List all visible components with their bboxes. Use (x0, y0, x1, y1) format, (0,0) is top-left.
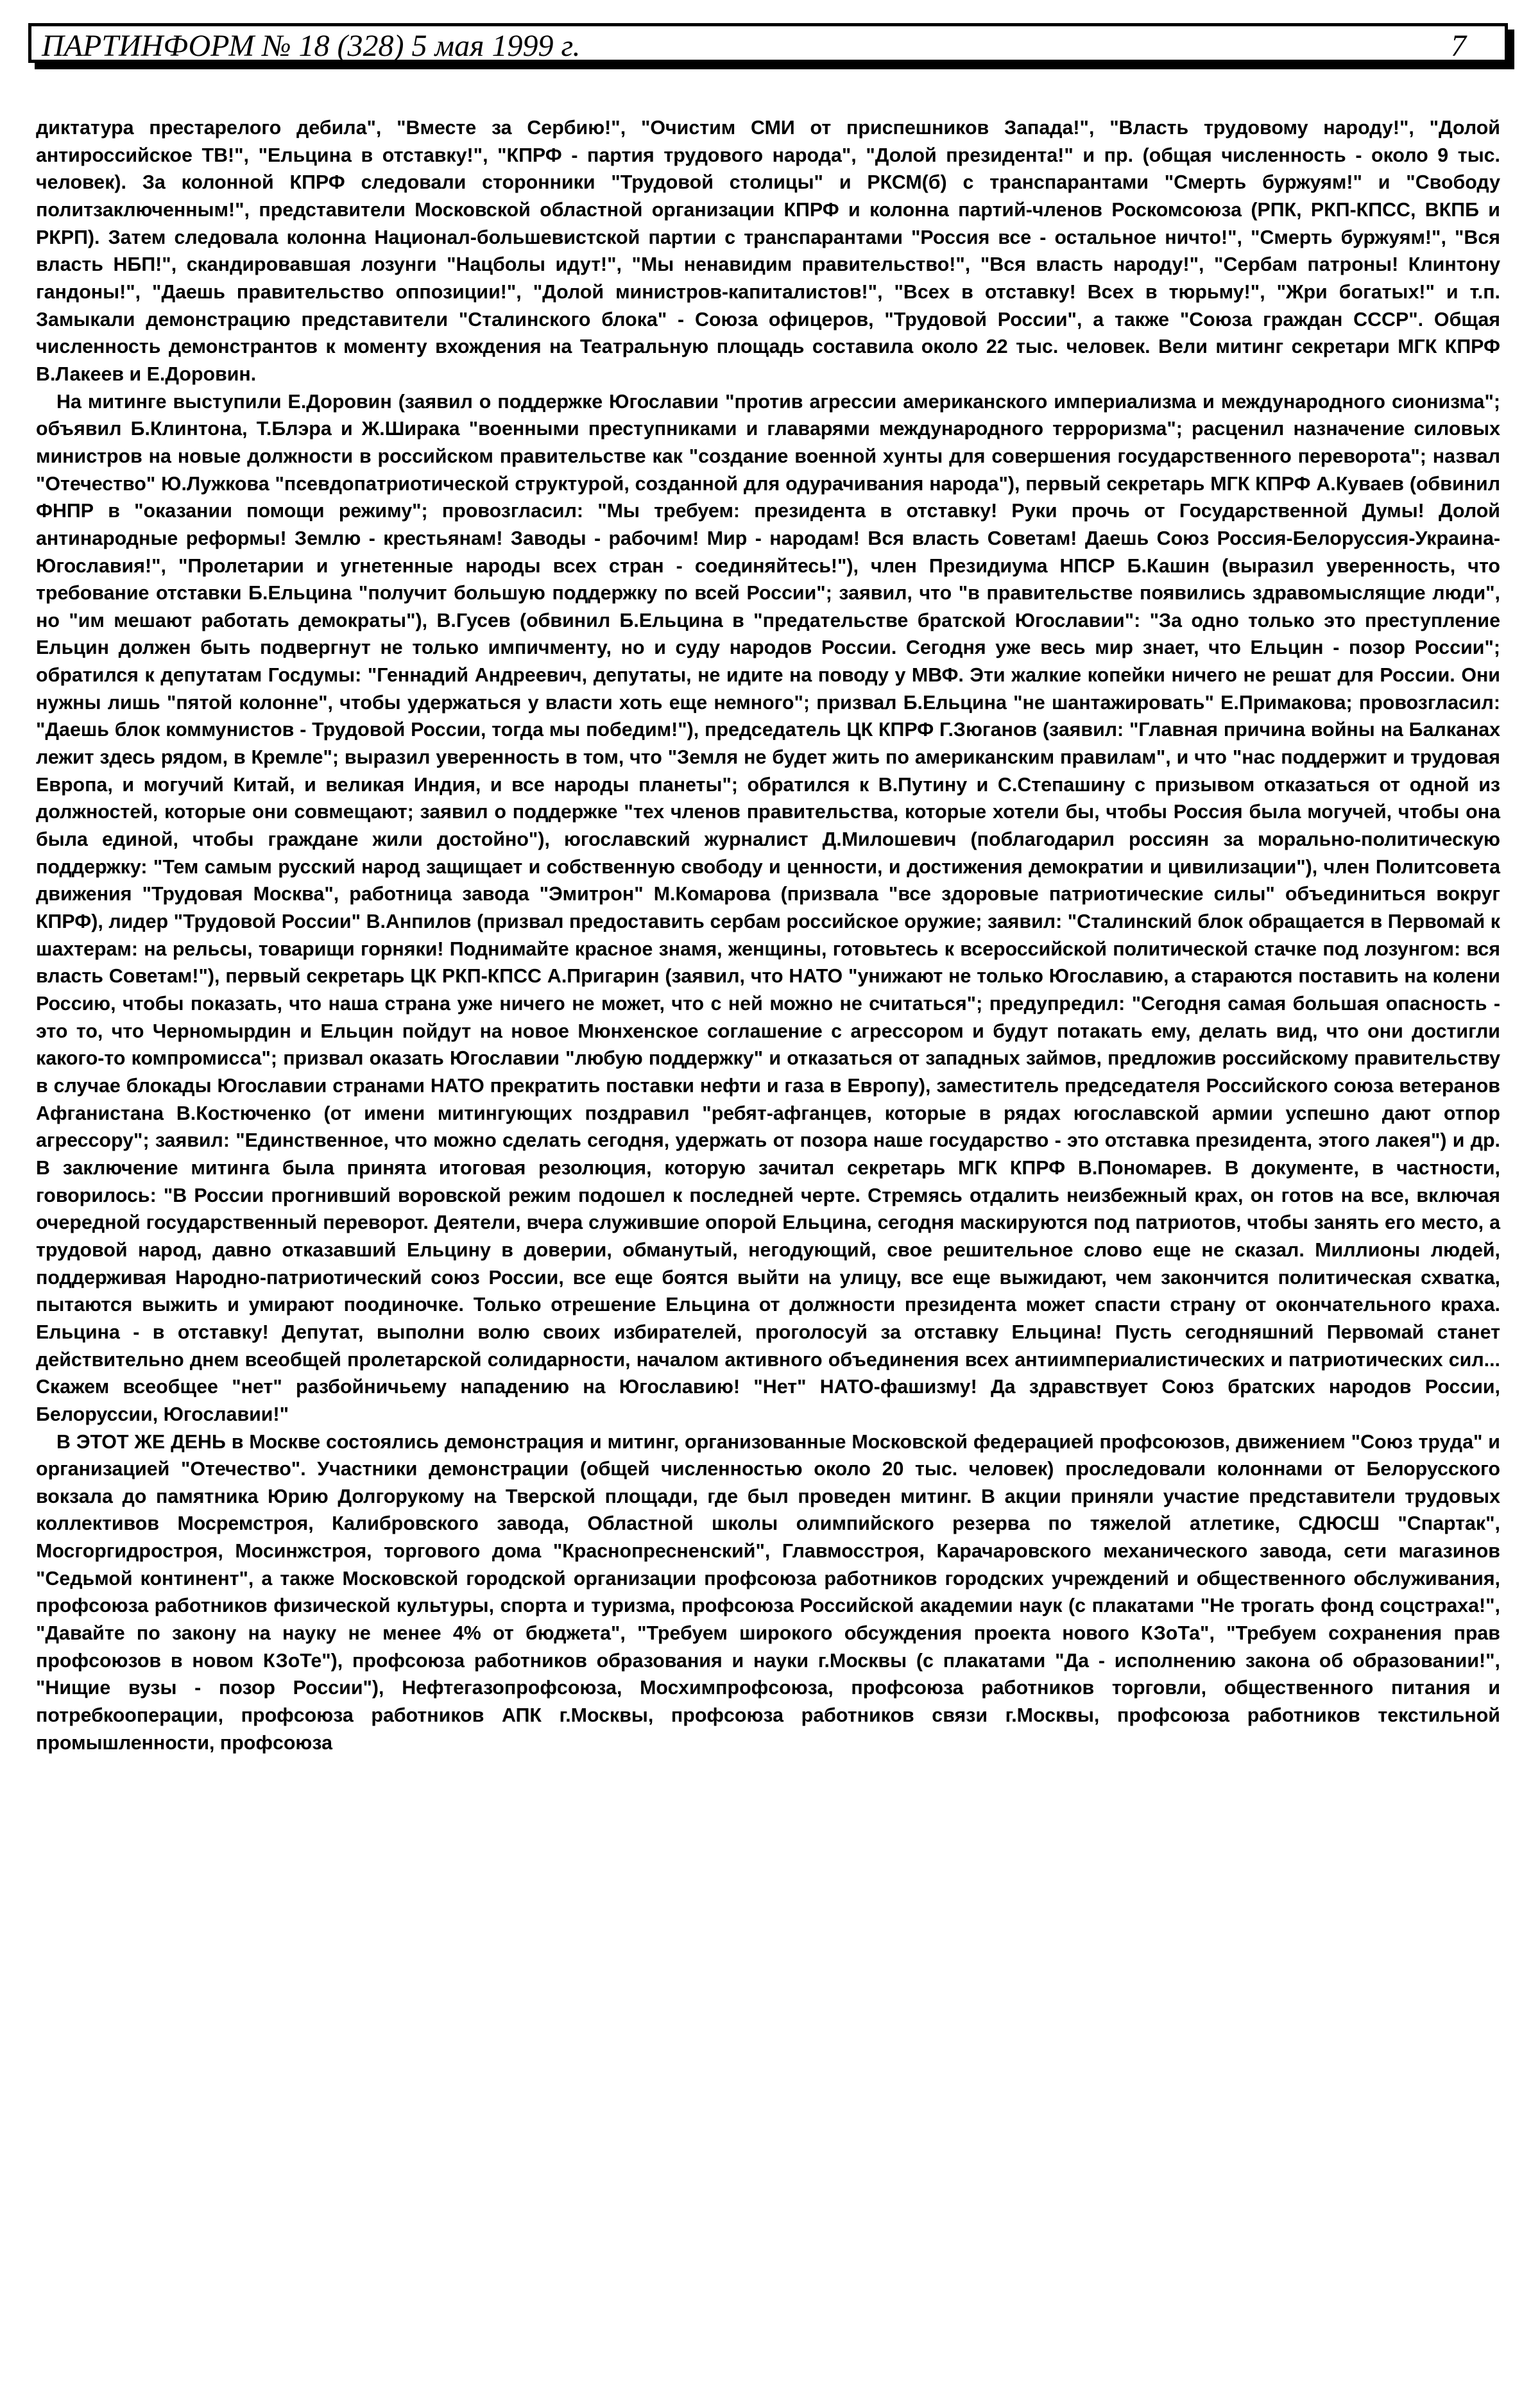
page-number: 7 (1451, 29, 1466, 63)
header-title: ПАРТИНФОРМ № 18 (328) 5 мая 1999 г. (42, 29, 581, 63)
page-header (28, 23, 1508, 63)
paragraph-1: диктатура престарелого дебила", "Вместе за Сербию!", "Очистим СМИ от приспешников Запада!", "Власть трудовому народу!", "Долой антироссийское ТВ!", "Ельцина в отставку!", "КПРФ - партия трудового народа", "Долой президента!" и пр. (общая численность - около 9 тыс. человек). За колонной КПРФ следовали сторонники "Трудовой столицы" и РКСМ(б) с транспарантами "Смерть буржуям!" и "Свободу политзаключенным!", представители Московской областной организации КПРФ и колонна партий-членов Роскомсоюза (РПК, РКП-КПСС, ВКПБ и РКРП). Затем следовала колонна Национал-большевистской партии с транспарантами "Россия все - остальное ничто!", "Смерть буржуям!", "Вся власть НБП!", скандировавшая лозунги "Нацболы идут!", "Мы ненавидим правительство!", "Вся власть народу!", "Сербам патроны! Клинтону гандоны!", "Даешь правительство оппозиции!", "Долой министров-капиталистов!", "Всех в отставку! Всех в тюрьму!", "Жри богатых!" и т.п. Замыкали демонстрацию представители "Сталинского блока" - Союза офицеров, "Трудовой России", а также "Союза граждан СССР". Общая численность демонстрантов к моменту вхождения на Театральную площадь составила около 22 тыс. человек. Вели митинг секретари МГК КПРФ В.Лакеев и Е.Доровин. (36, 117, 1500, 385)
paragraph-3: В ЭТОТ ЖЕ ДЕНЬ в Москве состоялись демонстрация и митинг, организованные Московской федерацией профсоюзов, движением "Союз труда" и организацией "Отечество". Участники демонстрации (общей численностью около 20 тыс. человек) проследовали колоннами от Белорусского вокзала до памятника Юрию Долгорукому на Тверской площади, где был проведен митинг. В акции приняли участие представители трудовых коллективов Мосремстроя, Калибровского завода, Областной школы олимпийского резерва по тяжелой атлетике, СДЮСШ "Спартак", Мосгоргидростроя, Мосинжстроя, торгового дома "Краснопресненский", Главмосстроя, Карачаровского механического завода, сети магазинов "Седьмой континент", а также Московской городской организации профсоюза работников городских учреждений и общественного обслуживания, профсоюза работников физической культуры, спорта и туризма, профсоюза Российской академии наук (с плакатами "Не трогать фонд соцстраха!", "Давайте по закону на науку не менее 4% от бюджета", "Требуем широкого обсуждения проекта нового КЗоТа", "Требуем сохранения прав профсоюзов в новом КЗоТе"), профсоюза работников образования и науки г.Москвы (с плакатами "Да - исполнению закона об образовании!", "Нищие вузы - позор России"), Нефтегазопрофсоюза, Мосхимпрофсоюза, профсоюза работников торговли, общественного питания и потребкооперации, профсоюза работников АПК г.Москвы, профсоюза работников связи г.Москвы, профсоюза работников текстильной промышленности, профсоюза (36, 1430, 1500, 1754)
article-body (36, 114, 1500, 1756)
paragraph-2: На митинге выступили Е.Доровин (заявил о поддержке Югославии "против агрессии американского империализма и международного сионизма"; объявил Б.Клинтона, Т.Блэра и Ж.Ширака "военными преступниками и главарями международного терроризма"; расценил назначение силовых министров на новые должности в российском правительстве как "создание военной хунты для совершения государственного переворота"; назвал "Отечество" Ю.Лужкова "псевдопатриотической структурой, созданной для одурачивания народа"), первый секретарь МГК КПРФ А.Куваев (обвинил ФНПР в "оказании помощи режиму"; провозгласил: "Мы требуем: президента в отставку! Руки прочь от Государственной Думы! Долой антинародные реформы! Землю - крестьянам! Заводы - рабочим! Мир - народам! Вся власть Советам! Даешь Союз Россия-Белоруссия-Украина-Югославия!", "Пролетарии и угнетенные народы всех стран - соединяйтесь!"), член Президиума НПСР Б.Кашин (выразил уверенность, что требование отставки Б.Ельцина "получит большую поддержку по всей России"; заявил, что "в правительстве появились здравомыслящие люди", но "им мешают работать демократы"), В.Гусев (обвинил Б.Ельцина в "предательстве братской Югославии": "За одно только это преступление Ельцин должен быть подвергнут не только импичменту, но и суду народов России. Сегодня уже весь мир знает, что Ельцин - позор России"; обратился к депутатам Госдумы: "Геннадий Андреевич, депутаты, не идите на поводу у МВФ. Эти жалкие копейки ничего не решат для России. Они нужны лишь "пятой колонне", чтобы удержаться у власти хоть еще немного"; призвал Б.Ельцина "не шантажировать" Е.Примакова; провозгласил: "Даешь блок коммунистов - Трудовой России, тогда мы победим!"), председатель ЦК КПРФ Г.Зюганов (заявил: "Главная причина войны на Балканах лежит здесь рядом, в Кремле"; выразил уверенность в том, что "Земля не будет жить по американским правилам", и что "нас поддержит и трудовая Европа, и могучий Китай, и великая Индия, и все народы планеты"; обратился к В.Путину и С.Степашину с призывом отказаться от одной из должностей, которые они совмещают; заявил о поддержке "тех членов правительства, которые хотели бы, чтобы Россия была могучей, чтобы она была единой, чтобы граждане жили достойно"), югославский журналист Д.Милошевич (поблагодарил россиян за морально-политическую поддержку: "Тем самым русский народ защищает и собственную свободу и ценности, и достижения демократии и цивилизации"), член Политсовета движения "Трудовая Москва", работница завода "Эмитрон" М.Комарова (призвала "все здоровые патриотические силы" объединиться вокруг КПРФ), лидер "Трудовой России" В.Анпилов (призвал предоставить сербам российское оружие; заявил: "Сталинский блок обращается в Первомай к шахтерам: на рельсы, товарищи горняки! Поднимайте красное знамя, женщины, готовьтесь к всероссийской политической стачке под лозунгом: вся власть Советам!"), первый секретарь ЦК РКП-КПСС А.Пригарин (заявил, что НАТО "унижают не только Югославию, а стараются поставить на колени Россию, чтобы показать, что наша страна уже ничего не может, что с ней можно не считаться"; предупредил: "Сегодня самая большая опасность - это то, что Черномырдин и Ельцин пойдут на новое Мюнхенское соглашение с агрессором и будут потакать ему, делать вид, что они достигли какого-то компромисса"; призвал оказать Югославии "любую поддержку" и отказаться от западных займов, предложив российскому правительству в случае блокады Югославии странами НАТО прекратить поставки нефти и газа в Европу), заместитель председателя Российского союза ветеранов Афганистана В.Костюченко (от имени митингующих поздравил "ребят-афганцев, которые в рядах югославской армии успешно дают отпор агрессору"; заявил: "Единственное, что можно сделать сегодня, удержать от позора наше государство - это отставка президента, этого лакея") и др. В заключение митинга была принята итоговая резолюция, которую зачитал секретарь МГК КПРФ В.Пономарев. В документе, в частности, говорилось: "В России прогнивший воровской режим подошел к последней черте. Стремясь отдалить неизбежный крах, он готов на все, включая очередной государственный переворот. Деятели, вчера служившие опорой Ельцина, сегодня маскируются под патриотов, чтобы занять его место, а трудовой народ, давно отказавший Ельцину в доверии, обманутый, негодующий, свое решительное слово еще не сказал. Миллионы людей, поддерживая Народно-патриотический союз России, все еще боятся выйти на улицу, все еще выжидают, чем закончится политическая схватка, пытаются выжить и умирают поодиночке. Только отрешение Ельцина от должности президента может спасти страну от окончательного краха. Ельцина - в отставку! Депутат, выполни волю своих избирателей, проголосуй за отставку Ельцина! Пусть сегодняшний Первомай станет действительно днем всеобщей пролетарской солидарности, началом активного объединения всех антиимпериалистических и патриотических сил... Скажем всеобщее "нет" разбойничьему нападению на Югославию! "Нет" НАТО-фашизму! Да здравствует Союз братских народов России, Белоруссии, Югославии!" (36, 390, 1500, 1425)
